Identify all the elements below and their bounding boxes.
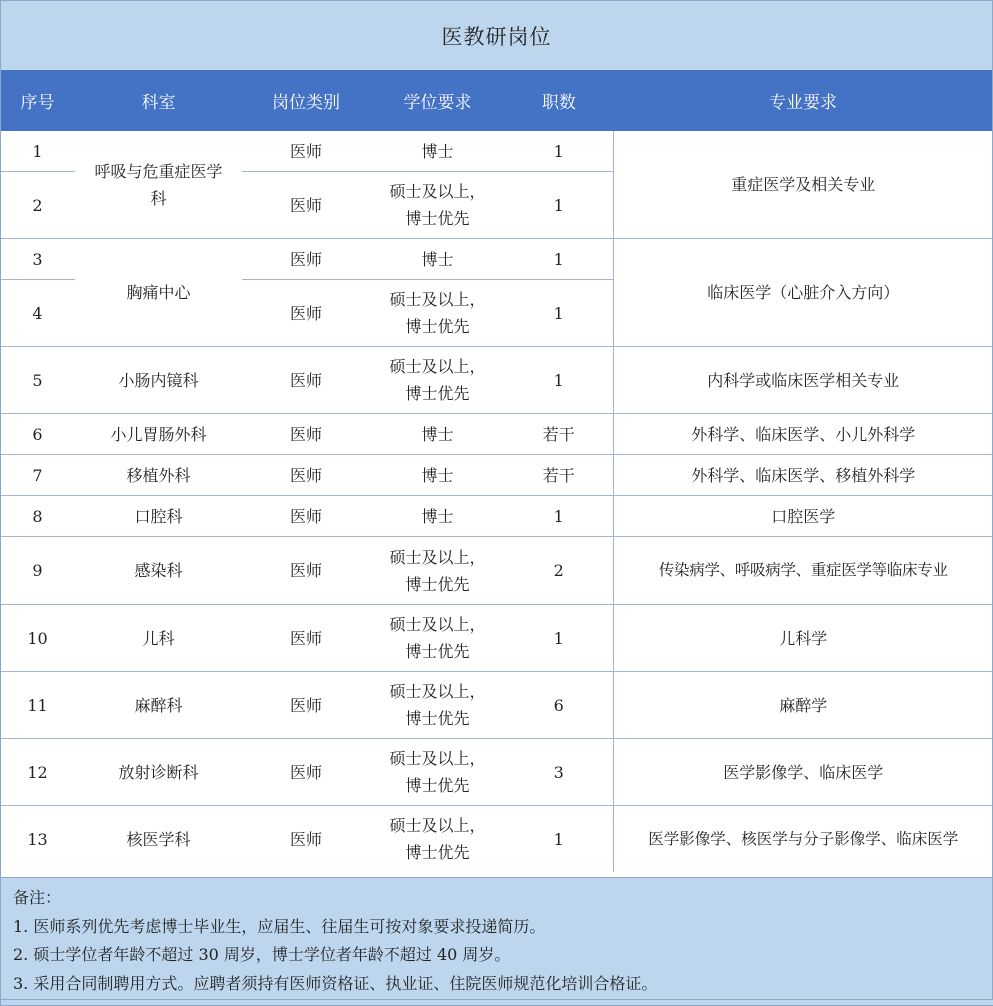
cell-count: 若干 (505, 455, 613, 496)
table-row (0, 455, 993, 496)
table-header-row (0, 70, 993, 131)
cell-degree (370, 605, 505, 672)
cell-type: 医师 (242, 172, 370, 239)
cell-degree: 博士 (370, 239, 505, 280)
degree-line-2: 博士优先 (405, 843, 470, 862)
header-type: 岗位类别 (242, 70, 370, 131)
degree-line-2: 博士优先 (405, 209, 470, 228)
cell-type: 医师 (289, 141, 322, 161)
degree-line-1: 硕士及以上， (389, 290, 486, 309)
table-row (0, 347, 993, 414)
note-item-2: 2. 硕士学位者年龄不超过 30 周岁，博士学位者年龄不超过 40 周岁。 (13, 945, 511, 964)
degree-line-2: 博士优先 (405, 384, 470, 403)
degree-line-2: 博士优先 (405, 776, 470, 795)
cell-degree (370, 347, 505, 414)
note-item-1: 1. 医师系列优先考虑博士毕业生，应届生、往届生可按对象要求投递简历。 (13, 916, 546, 936)
cell-count: 6 (505, 672, 613, 739)
dept-text: 呼吸与危重症医学科 (94, 161, 223, 208)
cell-degree: 博士 (370, 414, 505, 455)
cell-dept: 核医学科 (75, 806, 242, 873)
positions-table (0, 70, 993, 872)
degree-line-2: 博士优先 (405, 709, 470, 728)
table-row (0, 414, 993, 455)
degree-line-1: 硕士及以上， (389, 182, 486, 201)
cell-type: 医师 (242, 414, 370, 455)
page-title: 医教研岗位 (441, 24, 552, 49)
cell-no: 11 (0, 672, 75, 739)
cell-no: 5 (0, 347, 75, 414)
cell-count: 1 (553, 141, 564, 161)
header-no: 序号 (0, 70, 75, 131)
cell-no: 10 (0, 605, 75, 672)
cell-dept: 感染科 (75, 537, 242, 605)
cell-type: 医师 (242, 496, 370, 537)
degree-line-1: 硕士及以上， (389, 547, 486, 567)
table-row (0, 496, 993, 537)
cell-type: 医师 (242, 672, 370, 739)
cell-no: 12 (0, 739, 75, 806)
cell-major: 外科学、临床医学、小儿外科学 (613, 414, 993, 455)
cell-type: 医师 (242, 239, 370, 280)
cell-type: 医师 (242, 347, 370, 414)
table-row (0, 131, 993, 172)
cell-major: 医学影像学、临床医学 (613, 739, 993, 806)
cell-degree: 博士 (421, 141, 454, 161)
cell-major: 临床医学（心脏介入方向） (613, 239, 993, 347)
cell-major: 传染病学、呼吸病学、重症医学等临床专业 (613, 537, 993, 605)
cell-count: 1 (505, 806, 613, 873)
cell-count: 若干 (505, 414, 613, 455)
table-row (0, 605, 993, 672)
degree-line-1: 硕士及以上， (389, 816, 486, 835)
cell-type: 医师 (242, 455, 370, 496)
cell-dept: 小肠内镜科 (75, 347, 242, 414)
cell-degree (370, 672, 505, 739)
cell-degree (370, 739, 505, 806)
cell-dept: 胸痛中心 (75, 239, 242, 347)
cell-major: 外科学、临床医学、移植外科学 (613, 455, 993, 496)
degree-line-1: 硕士及以上， (389, 357, 486, 376)
cell-count: 1 (505, 239, 613, 280)
cell-dept: 移植外科 (75, 455, 242, 496)
cell-no: 7 (0, 455, 75, 496)
cell-degree (370, 280, 505, 347)
cell-dept: 口腔科 (75, 496, 242, 537)
cell-no: 1 (32, 141, 43, 161)
cell-type: 医师 (242, 806, 370, 873)
cell-count: 1 (505, 605, 613, 672)
cell-count: 2 (505, 537, 613, 605)
table-row (0, 806, 993, 873)
cell-major: 重症医学及相关专业 (613, 131, 993, 239)
title-bar (0, 0, 993, 70)
cell-degree (370, 537, 505, 605)
cell-type: 医师 (242, 605, 370, 672)
table-row (0, 672, 993, 739)
header-dept: 科室 (75, 70, 242, 131)
cell-count: 1 (505, 496, 613, 537)
cell-no: 2 (0, 172, 75, 239)
cell-type: 医师 (242, 280, 370, 347)
cell-count: 1 (505, 347, 613, 414)
table-row (0, 537, 993, 605)
degree-line-1: 硕士及以上， (389, 682, 486, 701)
header-major: 专业要求 (613, 70, 993, 131)
cell-no: 8 (0, 496, 75, 537)
header-count: 职数 (505, 70, 613, 131)
degree-line-2: 博士优先 (405, 574, 470, 594)
cell-no: 9 (0, 537, 75, 605)
cell-major: 儿科学 (613, 605, 993, 672)
cell-count: 3 (505, 739, 613, 806)
cell-no: 3 (0, 239, 75, 280)
major-text: 医学影像学、核医学与分子影像学、临床医学 (648, 829, 959, 848)
cell-degree (370, 172, 505, 239)
cell-no: 4 (0, 280, 75, 347)
cell-no: 13 (0, 806, 75, 873)
cell-no: 6 (0, 414, 75, 455)
header-degree: 学位要求 (370, 70, 505, 131)
cell-major (613, 806, 993, 873)
cell-dept (75, 131, 242, 239)
notes-heading: 备注： (13, 888, 62, 907)
cell-major: 麻醉学 (613, 672, 993, 739)
cell-dept: 放射诊断科 (75, 739, 242, 806)
degree-line-2: 博士优先 (405, 317, 470, 336)
degree-line-2: 博士优先 (405, 642, 470, 661)
table-row (0, 239, 993, 280)
cell-degree: 博士 (370, 455, 505, 496)
cell-count: 1 (505, 172, 613, 239)
cell-type: 医师 (242, 537, 370, 605)
cell-degree (370, 806, 505, 873)
degree-line-1: 硕士及以上， (389, 749, 486, 768)
cell-dept: 儿科 (75, 605, 242, 672)
note-item-3: 3. 采用合同制聘用方式。应聘者须持有医师资格证、执业证、住院医师规范化培训合格证。 (13, 973, 658, 993)
cell-major: 口腔医学 (613, 496, 993, 537)
cell-degree: 博士 (370, 496, 505, 537)
cell-dept: 麻醉科 (75, 672, 242, 739)
cell-major: 内科学或临床医学相关专业 (613, 347, 993, 414)
notes-box (0, 877, 993, 1006)
degree-line-1: 硕士及以上， (389, 615, 486, 634)
cell-type: 医师 (242, 739, 370, 806)
cell-dept: 小儿胃肠外科 (75, 414, 242, 455)
table-row (0, 739, 993, 806)
cell-count: 1 (505, 280, 613, 347)
